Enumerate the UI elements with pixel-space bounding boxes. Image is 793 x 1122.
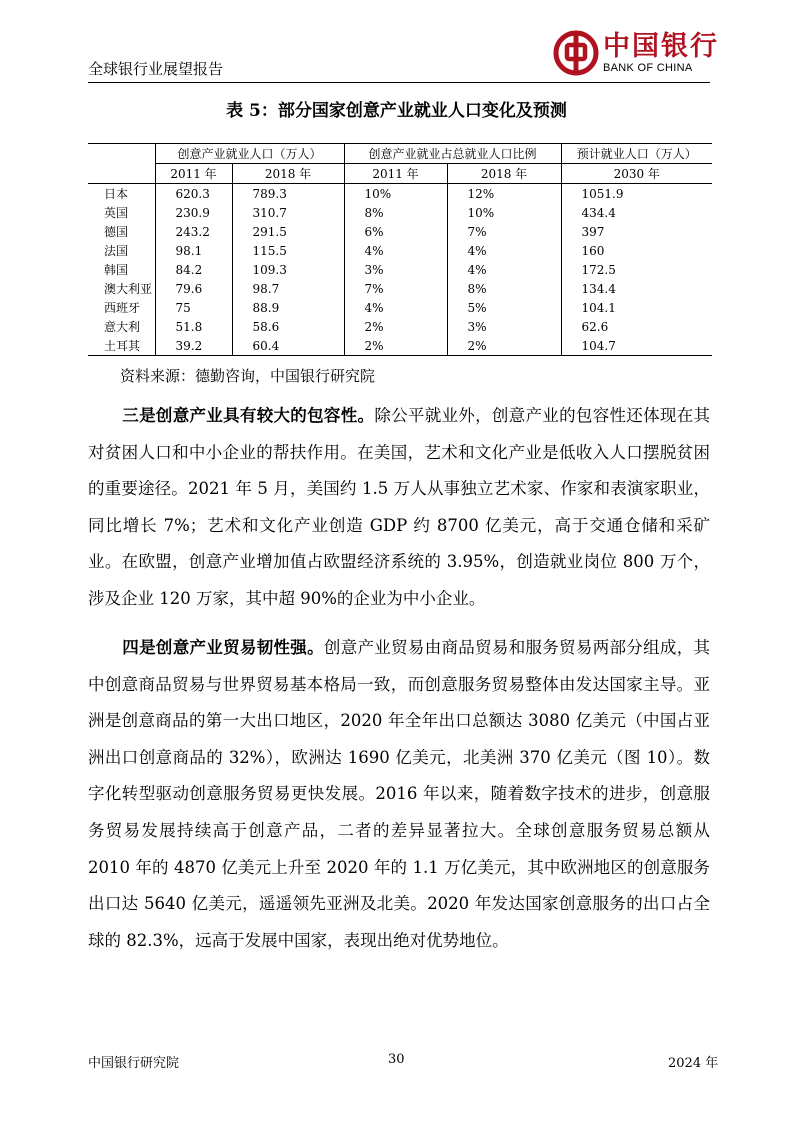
value-cell: 1051.9 [561,184,712,204]
value-cell: 8% [447,279,561,298]
year-header: 2030 年 [561,164,712,184]
value-cell: 3% [447,317,561,336]
logo-name: 中国银行 [603,31,719,62]
year-header: 2011 年 [344,164,447,184]
value-cell: 75 [155,298,232,317]
table-row [88,222,712,241]
value-cell: 98.7 [232,279,344,298]
country-cell: 韩国 [104,262,129,277]
value-cell: 10% [344,184,447,204]
table-row [88,298,712,317]
table-row [88,241,712,260]
header-divider [88,82,710,83]
value-cell: 88.9 [232,298,344,317]
value-cell: 434.4 [561,203,712,222]
value-cell: 4% [344,241,447,260]
value-cell: 39.2 [155,336,232,356]
value-cell: 4% [447,241,561,260]
country-cell: 澳大利亚 [104,281,153,296]
bank-of-china-emblem-icon [553,30,599,76]
country-cell: 西班牙 [104,300,141,315]
paragraph-text: 除公平就业外，创意产业的包容性还体现在其对贫困人口和中小企业的帮扶作用。在美国，艺术和文化产业是低收入人口摆脱贫困的重要途径。2021 年 5 月，美国约 1.5 万人从事独立艺术家、作家和表演家职业，同比增长 7%；艺术和文化产业创造 GDP 约 8700 亿美元，高于交通仓储和采矿业。在欧盟，创意产业增加值占欧盟经济系统的 3.95%，创造就业岗位 800 万个，涉及企业 120 万家，其中超 90%的企业为中小企业。 [88,406,711,608]
value-cell: 230.9 [155,203,232,222]
value-cell: 2% [447,336,561,356]
value-cell: 60.4 [232,336,344,356]
value-cell: 58.6 [232,317,344,336]
table-source: 资料来源：德勤咨询，中国银行研究院 [120,367,376,385]
country-cell: 法国 [104,243,129,258]
value-cell: 5% [447,298,561,317]
value-cell: 84.2 [155,260,232,279]
value-cell: 134.4 [561,279,712,298]
table-group-header-row [88,144,712,164]
country-cell: 德国 [104,224,129,239]
value-cell: 51.8 [155,317,232,336]
footer-year: 2024 年 [668,1056,719,1071]
logo-english-name: BANK OF CHINA [603,62,693,74]
year-header: 2018 年 [232,164,344,184]
country-cell: 日本 [104,186,129,201]
value-cell: 115.5 [232,241,344,260]
value-cell: 620.3 [155,184,232,204]
value-cell: 291.5 [232,222,344,241]
value-cell: 397 [561,222,712,241]
value-cell: 789.3 [232,184,344,204]
value-cell: 98.1 [155,241,232,260]
group-header: 创意产业就业占总就业人口比例 [344,144,561,164]
paragraph-trade-resilience [88,630,710,959]
year-header: 2018 年 [447,164,561,184]
value-cell: 3% [344,260,447,279]
paragraph-lead: 四是创意产业贸易韧性强。 [122,638,324,657]
value-cell: 4% [447,260,561,279]
table-row [88,279,712,298]
value-cell: 310.7 [232,203,344,222]
table-row [88,184,712,204]
paragraph-text: 创意产业贸易由商品贸易和服务贸易两部分组成，其中创意商品贸易与世界贸易基本格局一致，而创意服务贸易整体由发达国家主导。亚洲是创意商品的第一大出口地区，2020 年全年出口总额达 3080 亿美元（中国占亚洲出口创意商品的 32%），欧洲达 1690 亿美元，北美洲 370 亿美元（图 10）。数字化转型驱动创意服务贸易更快发展。2016 年以来，随着数字技术的进步，创意服务贸易发展持续高于创意产品，二者的差异显著拉大。全球创意服务贸易总额从 2010 年的 4870 亿美元上升至 2020 年的 1.1 万亿美元，其中欧洲地区的创意服务出口达 5640 亿美元，遥遥领先亚洲及北美。2020 年发达国家创意服务的出口占全球的 82.3%，远高于发展中国家，表现出绝对优势地位。 [88,638,711,950]
value-cell: 104.7 [561,336,712,356]
employment-table [88,143,712,356]
value-cell: 4% [344,298,447,317]
value-cell: 160 [561,241,712,260]
paragraph-inclusiveness [88,398,710,618]
value-cell: 62.6 [561,317,712,336]
value-cell: 10% [447,203,561,222]
country-cell: 土耳其 [88,336,155,356]
bank-logo [553,24,719,80]
value-cell: 2% [344,336,447,356]
value-cell: 243.2 [155,222,232,241]
table-row [88,203,712,222]
value-cell: 7% [447,222,561,241]
group-header: 预计就业人口（万人） [561,144,712,164]
table-row [88,317,712,336]
country-cell: 意大利 [104,319,141,334]
value-cell: 2% [344,317,447,336]
paragraph-lead: 三是创意产业具有较大的包容性。 [122,406,375,425]
table-row [88,260,712,279]
header-title: 全球银行业展望报告 [88,60,224,78]
table-row [88,336,712,356]
value-cell: 109.3 [232,260,344,279]
value-cell: 79.6 [155,279,232,298]
table-year-header-row [88,164,712,184]
value-cell: 6% [344,222,447,241]
table-corner-cell [88,144,155,164]
table-caption: 表 5：部分国家创意产业就业人口变化及预测 [226,101,567,121]
page-number: 30 [388,1052,405,1067]
value-cell: 12% [447,184,561,204]
value-cell: 104.1 [561,298,712,317]
value-cell: 8% [344,203,447,222]
year-header: 2011 年 [155,164,232,184]
value-cell: 172.5 [561,260,712,279]
footer-org: 中国银行研究院 [88,1056,180,1071]
group-header: 创意产业就业人口（万人） [155,144,344,164]
value-cell: 7% [344,279,447,298]
country-cell: 英国 [104,205,129,220]
